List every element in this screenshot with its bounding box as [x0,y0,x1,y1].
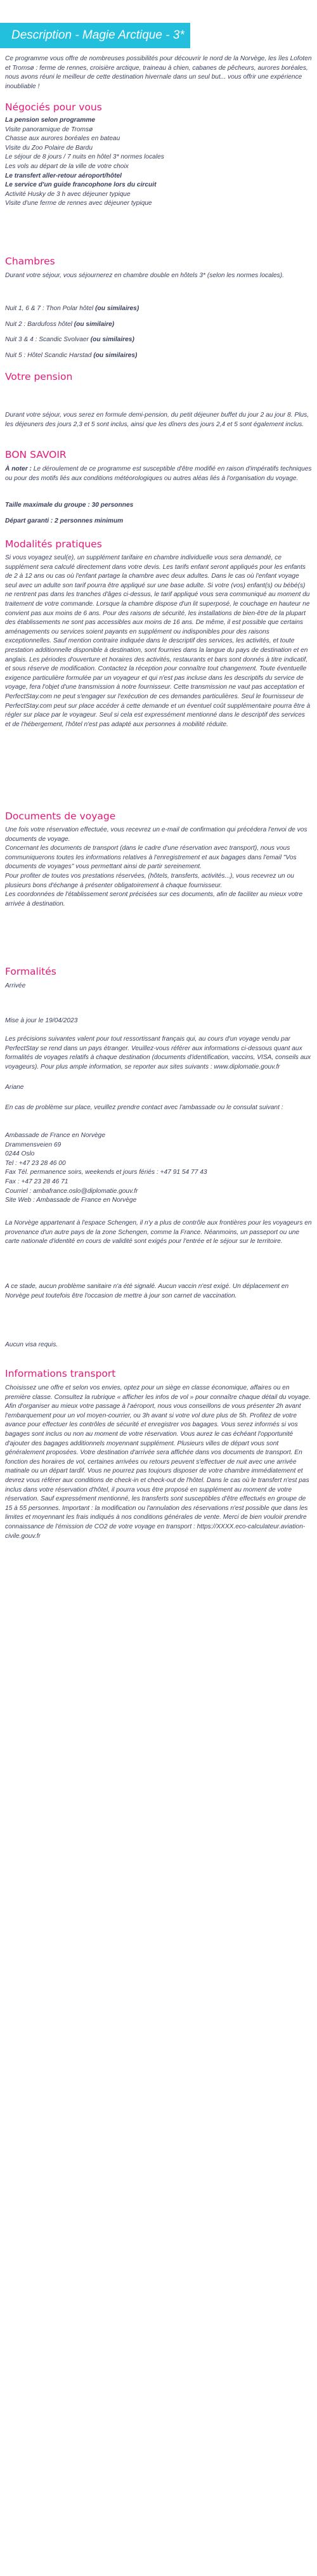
formalites-p4: A ce stade, aucun problème sanitaire n'a été signalé. Aucun vaccin n'est exigé. Un déplacement en Norvège peut toutefois être l'occasion de mettre à jour son carnet de vaccination. [5,1283,289,1299]
negocies-list [5,116,312,209]
transport-text: Choisissez une offre et selon vos envies, optez pour un siège en classe économique, affaires ou en première classe. Consultez la rubrique « afficher les infos de vol » pour connaître chaque détail du voyage. Afin d'organiser au mieux votre passage à l'aéroport, nous vous conseillons de vous présenter 2h avant l'embarquement pour un vol moyen-courrier, ou 3h avant si votre vol dure plus de 5h. Profitez de votre avance pour effectuer les contrôles de sécurité et enregistrer vos bagages. Vous serez informés si vos bagages sont inclus ou non au moment de votre réservation. Vous aurez le cas échéant l'opportunité d'ajouter des bagages additionnels moyennant supplément. Plusieurs villes de départ vous sont généralement proposées. Votre destination d'arrivée sera affichée dans vos documents de transport. En fonction des horaires de vol, certaines arrivées ou retours peuvent s'effectuer de nuit avec une arrivée matinale ou un départ tardif. Vous ne pourrez pas toujours disposer de votre chambre immédiatement et devrez vous référer aux conditions de check-in et check-out de l'hôtel. Dans le cas où le transfert n'est pas inclus dans votre réservation d'hôtel, il pourra vous être proposé en supplément au moment de votre réservation. Sauf expressément mentionné, les transferts sont susceptibles d'être effectués en groupe de 15 à 55 personnes. Important : la modification ou l'annulation des réservations n'est possible que dans les limites et moyennant les frais indiqués à nos conditions générales de vente. Merci de bien vouloir prendre connaissance de l'émission de CO2 de votre voyage en transport : https://XXXX.eco-calculateur.aviation-civile.gouv.fr [5,1384,311,1540]
list-item: Le séjour de 8 jours / 7 nuits en hôtel 3* normes locales [5,153,164,161]
night-item: Nuit 2 : Bardufoss hôtel (ou similaire) [5,320,115,328]
heading-negocies: Négociés pour vous [5,101,102,113]
embassy-contact: Ambassade de France en Norvège Drammensveien 69 0244 Oslo Tel : +47 23 28 46 00 Fax Tél. permanence soirs, weekends et jours fériés : +47 91 54 77 43 Fax : +47 23 28 46 71 Courriel : ambafrance.oslo@diplomatie.gouv.fr Site Web : Ambassade de France en Norvège [5,1132,207,1204]
chambres-nights [5,304,312,360]
heading-transport: Informations transport [5,1368,116,1379]
modalites-text: Si vous voyagez seul(e), un supplément tarifaire en chambre individuelle vous sera demandé, ce supplément sera calculé directement dans votre devis. Les tarifs enfant seront appliqués pour les enfants de 2 à 12 ans ou cas où l'enfant partage la chambre avec deux adultes. Dans le cas où l'enfant voyage seul avec un adulte son tarif pourra être appliqué sur une base adulte. Si votre (vos) enfant(s) ou bébé(s) ne rentrent pas dans les tranches d'âges ci-dessus, le tarif appliqué vous sera communiqué au moment du traitement de votre commande. Lorsque la chambre dispose d'un lit superposé, le couchage en hauteur ne convient pas aux moins de 6 ans. Pour des raisons de sécurité, les installations de bien-être de la plupart des établissements ne sont pas accessibles aux moins de 16 ans. De même, il est possible que certains aménagements ou services soient payants en supplément ou indisponibles pour des raisons exceptionnelles. Sauf mention contraire indiquée dans le descriptif des services, les activités, et toute prestation additionnelle disponible à destination, sont fournies dans la langue du pays de destination et en anglais. Les périodes d'ouverture et horaires des activités, restaurants et bars sont donnés à titre indicatif, et sous réserve de modification. Contactez la réception pour connaître tout changement. Toute éventuelle exigence particulière formulée par un voyageur et qui n'est pas incluse dans les descriptifs du service de voyage, fera l'objet d'une transmission à notre fournisseur. Cette transmission ne vaut pas acceptation et PerfectStay.com ne peut s'engager sur l'exécution de ces demandes particulières. Seul le fournisseur de PerfectStay.com peut sur place accéder à cette demande et un éventuel coût supplémentaire pourra être à régler sur place par le voyageur. Seul si cela est expressément mentionné dans le descriptif des services et de l'hébergement, l'hôtel n'est pas adapté aux personnes à mobilité réduite. [5,554,311,728]
chambres-intro: Durant votre séjour, vous séjournerez en chambre double en hôtels 3* (selon les normes locales). [5,272,284,279]
visa-note: Aucun visa requis. [5,1341,58,1348]
formalites-p1: Les précisions suivantes valent pour tout ressortissant français qui, au cours d'un voyage vendu par PerfectStay se rend dans un pays étranger. Veuillez-vous référer aux informations ci-dessous quant aux formalités de voyages relatifs à chaque destination (documents d'identification, vaccins, VISA, conseils aux voyageurs). Pour plus ample information, se reporter aux sites suivants : www.diplomatie.gouv.fr [5,1036,311,1070]
night-item: Nuit 1, 6 & 7 : Thon Polar hôtel (ou similaires) [5,305,139,312]
list-item: Les vols au départ de la ville de votre choix [5,162,129,170]
intro-paragraph: Ce programme vous offre de nombreuses possibilités pour découvrir le nord de la Norvège, les îles Lofoten et Tromsø : ferme de rennes, croisière arctique, traineau à chien, cabanes de pêcheurs, aurores boréales, nous avons réuni le meilleur de cette destination hivernale dans un seul but... vous offrir une expérience inoubliable ! [5,55,312,90]
list-item: La pension selon programme [5,117,96,124]
formalites-arrivee: Arrivée [5,982,26,989]
list-item: Visite d'une ferme de rennes avec déjeuner typique [5,200,152,207]
formalites-p2: En cas de problème sur place, veuillez prendre contact avec l'ambassade ou le consulat suivant : [5,1104,283,1111]
guaranteed-departure: Départ garanti : 2 personnes minimum [5,517,124,524]
heading-documents: Documents de voyage [5,810,116,822]
list-item: Chasse aux aurores boréales en bateau [5,135,120,143]
documents-text: Une fois votre réservation effectuée, vous recevrez un e-mail de confirmation qui précédera l'envoi de vos documents de voyage. Concernant les documents de transport (dans le cadre d'une réservation avec transport), nous vous communiquerons toutes les informations relatives à l'enregistrement et aux bagages dans l'email "Vos documents de voyages" vous permettant ainsi de partir sereinement. Pour profiter de toutes vos prestations réservées, (hôtels, transferts, activités...), vous recevrez un ou plusieurs bons d'échange à présenter obligatoirement à chaque fournisseur. Les coordonnées de l'établissement seront précisées sur ces documents, afin de faciliter au mieux votre arrivée à destination. [5,826,307,907]
list-item: Le service d'un guide francophone lors du circuit [5,181,157,189]
list-item: Visite du Zoo Polaire de Bardu [5,144,93,152]
heading-pension: Votre pension [5,371,73,382]
night-item: Nuit 5 : Hôtel Scandic Harstad (ou similaires) [5,351,138,359]
heading-bon-savoir: BON SAVOIR [5,449,67,460]
pension-text: Durant votre séjour, vous serez en formule demi-pension, du petit déjeuner buffet du jour 2 au jour 8. Plus, les déjeuners des jours 2,3 et 5 sont inclus, ainsi que les dîners des jours 2,4 et 5 sont également inclus. [5,412,309,428]
list-item: Visite panoramique de Tromsø [5,126,93,133]
formalites-p3: La Norvège appartenant à l'espace Schengen, il n'y a plus de contrôle aux frontières pour les voyageurs en provenance d'un autre pays de la zone Schengen, comme la France. Néanmoins, un passeport ou une carte nationale d'identité en cours de validité sont exigés pour l'entrée et le séjour sur le territoire. [5,1220,312,1246]
heading-formalites: Formalités [5,966,56,977]
night-item: Nuit 3 & 4 : Scandic Svolvaer (ou similaires) [5,336,134,344]
list-item: Activité Husky de 3 h avec déjeuner typique [5,190,131,198]
formalites-ariane: Ariane [5,1084,24,1091]
bon-savoir-note: À noter : Le déroulement de ce programme est susceptible d'être modifié en raison d'impératifs techniques ou pour des motifs liés aux conditions météorologiques ou autres aléas liés à l'organisation du voyage. [5,465,312,482]
formalites-update: Mise à jour le 19/04/2023 [5,1017,78,1024]
heading-chambres: Chambres [5,256,55,267]
group-size: Taille maximale du groupe : 30 personnes [5,502,134,509]
page-title: Description - Magie Arctique - 3* [0,23,190,48]
heading-modalites: Modalités pratiques [5,538,102,550]
list-item: Le transfert aller-retour aéroport/hôtel [5,172,122,179]
